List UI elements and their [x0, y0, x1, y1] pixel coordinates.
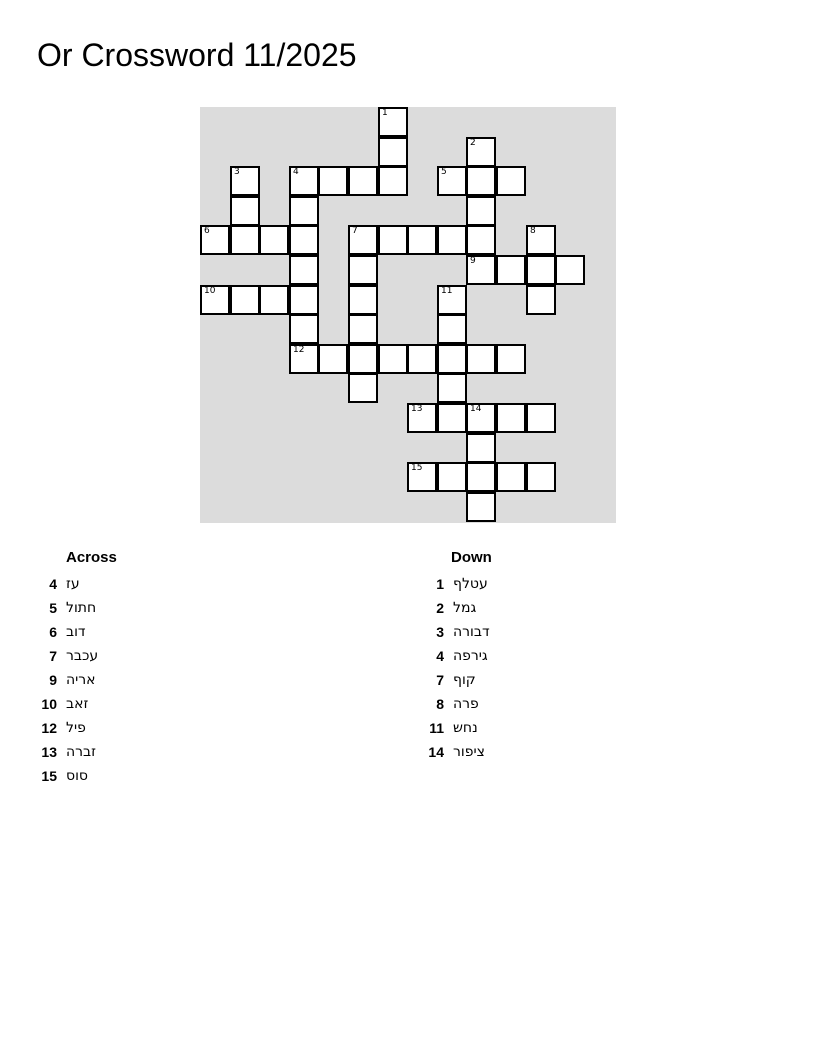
down-clue	[425, 668, 625, 692]
crossword-cell[interactable]	[437, 285, 467, 315]
crossword-cell[interactable]	[437, 166, 467, 196]
clue-text: עטלף	[453, 576, 488, 592]
cell-number: 14	[470, 404, 482, 414]
clue-text: חתול	[66, 600, 97, 616]
crossword-cell[interactable]	[230, 225, 260, 255]
clue-text: דבורה	[453, 624, 490, 640]
down-clue	[425, 644, 625, 668]
crossword-cell[interactable]	[526, 255, 556, 285]
down-clue	[425, 740, 625, 764]
cell-number: 9	[470, 256, 476, 266]
crossword-cell[interactable]	[318, 344, 348, 374]
down-clue	[425, 620, 625, 644]
clue-number: 2	[436, 600, 444, 616]
crossword-cell[interactable]	[289, 225, 319, 255]
clue-text: נחש	[453, 720, 478, 736]
clue-text: ציפור	[453, 744, 485, 760]
down-clue	[425, 692, 625, 716]
across-clue	[40, 764, 240, 788]
clue-text: אריה	[66, 672, 96, 688]
clue-text: קוף	[453, 672, 476, 688]
crossword-cell[interactable]	[466, 403, 496, 433]
page-title: Or Crossword 11/2025	[37, 37, 357, 73]
crossword-cell[interactable]	[289, 166, 319, 196]
clue-number: 4	[49, 576, 57, 592]
crossword-cell[interactable]	[378, 344, 408, 374]
clue-number: 12	[41, 720, 57, 736]
cell-number: 6	[204, 226, 210, 236]
cell-number: 4	[293, 167, 299, 177]
crossword-cell[interactable]	[289, 255, 319, 285]
cell-number: 11	[441, 286, 453, 296]
clue-number: 14	[428, 744, 444, 760]
clue-text: פיל	[66, 720, 86, 736]
clue-text: גמל	[453, 600, 477, 616]
crossword-cell[interactable]	[466, 225, 496, 255]
clue-number: 13	[41, 744, 57, 760]
clue-number: 3	[436, 624, 444, 640]
crossword-cell[interactable]	[378, 107, 408, 137]
crossword-cell[interactable]	[437, 344, 467, 374]
clue-number: 6	[49, 624, 57, 640]
crossword-cell[interactable]	[437, 225, 467, 255]
crossword-cell[interactable]	[555, 255, 585, 285]
clue-text: סוס	[66, 768, 88, 784]
crossword-cell[interactable]	[466, 344, 496, 374]
crossword-cell[interactable]	[378, 225, 408, 255]
crossword-cell[interactable]	[289, 285, 319, 315]
cell-number: 10	[204, 286, 216, 296]
crossword-cell[interactable]	[318, 166, 348, 196]
crossword-cell[interactable]	[407, 403, 437, 433]
crossword-cell[interactable]	[437, 462, 467, 492]
cell-number: 7	[352, 226, 358, 236]
down-clue	[425, 572, 625, 596]
crossword-cell[interactable]	[200, 225, 230, 255]
crossword-cell[interactable]	[466, 255, 496, 285]
crossword-cell[interactable]	[348, 344, 378, 374]
clue-text: זאב	[66, 696, 89, 712]
across-clue	[40, 716, 240, 740]
clue-number: 8	[436, 696, 444, 712]
clue-number: 5	[49, 600, 57, 616]
clue-number: 15	[41, 768, 57, 784]
crossword-cell[interactable]	[348, 373, 378, 403]
cell-number: 12	[293, 345, 305, 355]
clue-text: גירפה	[453, 648, 488, 664]
crossword-cell[interactable]	[496, 344, 526, 374]
clue-number: 1	[436, 576, 444, 592]
cell-number: 13	[411, 404, 423, 414]
crossword-cell[interactable]	[526, 462, 556, 492]
crossword-cell[interactable]	[466, 166, 496, 196]
cell-number: 8	[530, 226, 536, 236]
crossword-cell[interactable]	[496, 166, 526, 196]
crossword-cell[interactable]	[289, 196, 319, 226]
crossword-cell[interactable]	[348, 314, 378, 344]
across-clues	[40, 548, 240, 788]
across-heading: Across	[66, 549, 117, 566]
crossword-cell[interactable]	[466, 492, 496, 522]
crossword-cell[interactable]	[466, 196, 496, 226]
crossword-cell[interactable]	[526, 225, 556, 255]
crossword-cell[interactable]	[348, 225, 378, 255]
crossword-cell[interactable]	[200, 285, 230, 315]
clue-text: עז	[66, 576, 80, 592]
down-heading: Down	[451, 549, 492, 566]
cell-number: 15	[411, 463, 423, 473]
crossword-cell[interactable]	[407, 225, 437, 255]
crossword-cell[interactable]	[466, 462, 496, 492]
crossword-cell[interactable]	[259, 285, 289, 315]
crossword-cell[interactable]	[496, 255, 526, 285]
cell-number: 3	[234, 167, 240, 177]
clue-text: עכבר	[66, 648, 99, 664]
cell-number: 5	[441, 167, 447, 177]
crossword-cell[interactable]	[289, 344, 319, 374]
across-clue	[40, 692, 240, 716]
crossword-cell[interactable]	[437, 314, 467, 344]
crossword-cell[interactable]	[466, 137, 496, 167]
down-clue	[425, 596, 625, 620]
cell-number: 2	[470, 138, 476, 148]
crossword-cell[interactable]	[230, 285, 260, 315]
down-clues	[425, 548, 625, 764]
cell-number: 1	[382, 108, 388, 118]
clue-text: דוב	[66, 624, 86, 640]
crossword-cell[interactable]	[526, 403, 556, 433]
crossword-cell[interactable]	[437, 403, 467, 433]
crossword-cell[interactable]	[289, 314, 319, 344]
crossword-cell[interactable]	[348, 285, 378, 315]
crossword-cell[interactable]	[407, 344, 437, 374]
clue-number: 7	[49, 648, 57, 664]
across-clue	[40, 740, 240, 764]
crossword-cell[interactable]	[378, 137, 408, 167]
crossword-cell[interactable]	[230, 166, 260, 196]
clue-text: פרה	[453, 696, 479, 712]
crossword-cell[interactable]	[259, 225, 289, 255]
crossword-cell[interactable]	[526, 285, 556, 315]
across-clue	[40, 596, 240, 620]
crossword-cell[interactable]	[466, 433, 496, 463]
clue-number: 10	[41, 696, 57, 712]
clue-number: 9	[49, 672, 57, 688]
crossword-grid	[200, 107, 616, 523]
down-clue	[425, 716, 625, 740]
across-clue	[40, 620, 240, 644]
crossword-cell[interactable]	[407, 462, 437, 492]
crossword-cell[interactable]	[348, 255, 378, 285]
clue-number: 7	[436, 672, 444, 688]
across-clue	[40, 572, 240, 596]
crossword-cell[interactable]	[496, 462, 526, 492]
crossword-cell[interactable]	[348, 166, 378, 196]
across-clue	[40, 644, 240, 668]
clue-text: זברה	[66, 744, 96, 760]
crossword-cell[interactable]	[230, 196, 260, 226]
crossword-cell[interactable]	[378, 166, 408, 196]
crossword-cell[interactable]	[496, 403, 526, 433]
clue-number: 11	[429, 720, 444, 736]
clue-number: 4	[436, 648, 444, 664]
across-clue	[40, 668, 240, 692]
crossword-cell[interactable]	[437, 373, 467, 403]
